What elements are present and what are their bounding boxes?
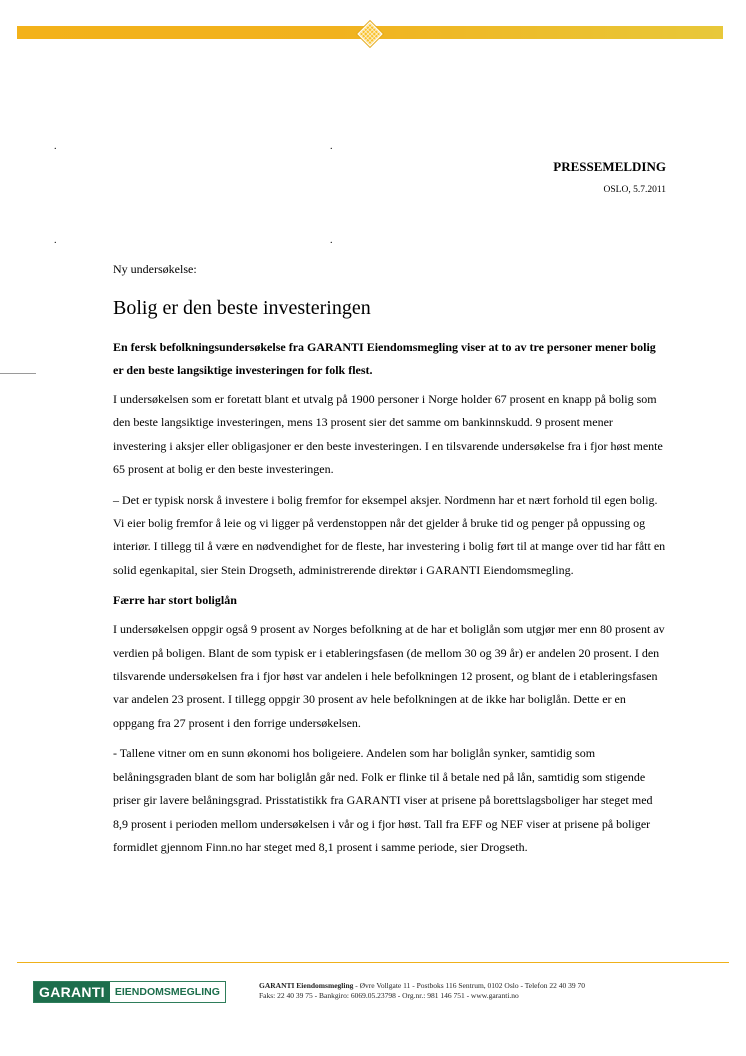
lead-paragraph: En fersk befolkningsundersøkelse fra GARANTI Eiendomsmegling viser at to av tre personer mener bolig er den beste langsiktige investeringen for folk flest. xyxy=(113,340,656,377)
garanti-logo xyxy=(33,981,226,1003)
mark-dot: . xyxy=(330,141,333,152)
kicker: Ny undersøkelse: xyxy=(113,262,197,276)
mark-dot: . xyxy=(54,235,57,246)
date-line: OSLO, 5.7.2011 xyxy=(603,185,666,195)
footer-details: Faks: 22 40 39 75 - Bankgiro: 6069.05.23798 - Org.nr.: 981 146 751 - www.garanti.no xyxy=(259,990,519,1000)
logo-wordmark: GARANTI xyxy=(34,982,110,1002)
body-paragraph: I undersøkelsen som er foretatt blant et utvalg på 1900 personer i Norge holder 67 prosent en knapp på bolig som den beste langsiktige investeringen, mens 13 prosent sier det samme om bankinnskudd. 9 prosent mener investering i aksjer eller obligasjoner er den beste investeringen. I en tilsvarende undersøkelse fra i fjor høst mente 65 prosent at bolig er den beste investeringen. xyxy=(113,392,663,477)
footer-contact xyxy=(259,981,585,1000)
article xyxy=(113,262,668,866)
mark-dot: . xyxy=(54,141,57,152)
footer-company: GARANTI Eiendomsmegling xyxy=(259,981,354,990)
mark-dot: . xyxy=(330,235,333,246)
headline: Bolig er den beste investeringen xyxy=(113,297,371,319)
logo-subtitle: EIENDOMSMEGLING xyxy=(110,982,225,1002)
body-paragraph: I undersøkelsen oppgir også 9 prosent av Norges befolkning at de har et boliglån som utgjør mer enn 80 prosent av verdien på boligen. Blant de som typisk er i etableringsfasen (de mellom 30 og 39 år) er andelen 20 prosent. I den tilsvarende undersøkelsen fra i fjor høst var andelen i hele befolkningen 12 prosent, og blant de i etableringsfasen var andelen 23 prosent. I tillegg oppgir 30 prosent av hele befolkningen at de ikke har boliglån. Dette er en oppgang fra 27 prosent i den forrige undersøkelsen. xyxy=(113,622,665,730)
body-paragraph: – Det er typisk norsk å investere i bolig fremfor for eksempel aksjer. Nordmenn har et nært forhold til egen bolig. Vi eier bolig fremfor å leie og vi ligger på verdenstoppen når det gjelder å bruke tid og penger på oppussing og interiør. I tillegg til å være en nødvendighet for de fleste, har investering i bolig ført til at mange over tid har fått en solid egenkapital, sier Stein Drogseth, administrerende direktør i GARANTI Eiendomsmegling. xyxy=(113,492,666,577)
fold-mark xyxy=(0,373,36,374)
press-release-label: PRESSEMELDING xyxy=(553,159,666,174)
footer-address: - Øvre Vollgate 11 - Postboks 116 Sentrum, 0102 Oslo - Telefon 22 40 39 70 xyxy=(353,981,586,990)
footer-divider xyxy=(17,962,729,963)
body-paragraph: - Tallene vitner om en sunn økonomi hos boligeiere. Andelen som har boliglån synker, samtidig som belåningsgraden blant de som har boliglån går ned. Folk er flinke til å betale ned på lån, samtidig som stigende priser gir lavere belåningsgrad. Prisstatistikk fra GARANTI viser at prisene på borettslagsboliger har steget med 8,9 prosent i perioden mellom undersøkelsen i vår og i fjor høst. Tall fra EFF og NEF viser at prisene på boliger formidlet gjennom Finn.no har steget med 8,1 prosent i samme periode, sier Drogseth. xyxy=(113,746,653,854)
subheading: Færre har stort boliglån xyxy=(113,593,237,608)
